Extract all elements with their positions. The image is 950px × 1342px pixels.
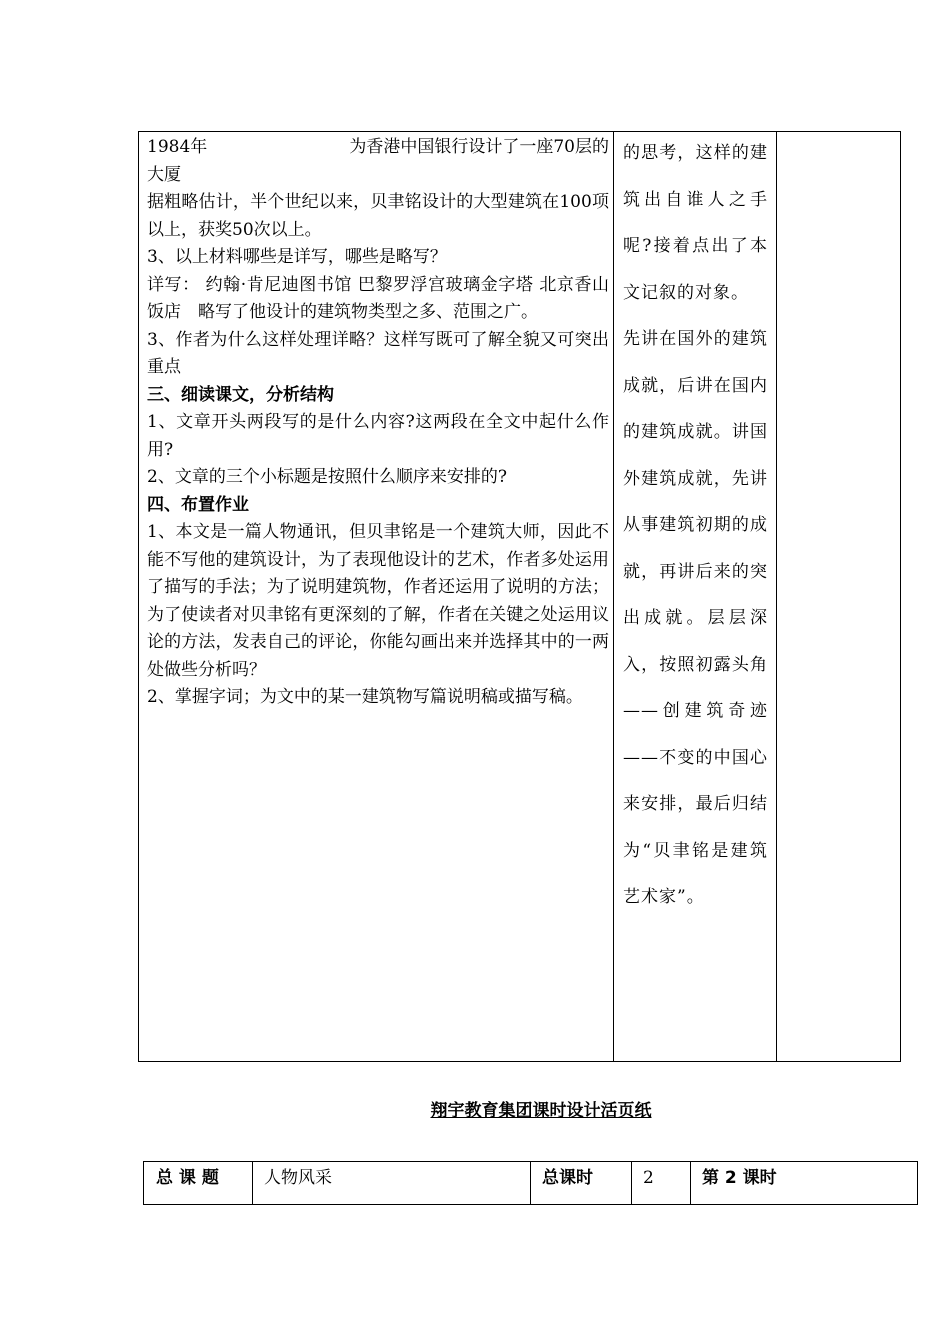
year-1984: 1984年 [147, 137, 208, 157]
text-line: 大厦 [147, 164, 181, 185]
line-1984 [147, 134, 609, 162]
section-heading-3: 三、细读课文，分析结构 [147, 384, 334, 405]
topic-label: 总 课 题 [156, 1168, 219, 1188]
text-line: 据粗略估计，半个世纪以来，贝聿铭设计的大型建筑在100项以上，获奖50次以上。 [147, 192, 609, 240]
text-line: 3、以上材料哪些是详写，哪些是略写？ [147, 247, 447, 267]
intent-paragraph: 先讲在国外的建筑成就，后讲在国内的建筑成就。讲国外建筑成就，先讲从事建筑初期的成就，再讲后来的突出成就。层层深入，按照初露头角——创建筑奇迹——不变的中国心来安排，最后归结为“贝聿铭是建筑艺术家”。 [623, 329, 768, 907]
lesson-info-table [143, 1161, 918, 1205]
lesson-number-label: 第 2 课时 [702, 1168, 777, 1188]
total-lessons-label: 总课时 [542, 1168, 593, 1188]
text-line: 1、文章开头两段写的是什么内容?这两段在全文中起什么作用? [147, 412, 609, 460]
text-line: 2、掌握字词；为文中的某一建筑物写篇说明稿或描写稿。 [147, 687, 583, 707]
text-line: 2、文章的三个小标题是按照什么顺序来安排的? [147, 467, 507, 487]
topic-value: 人物风采 [264, 1168, 332, 1188]
total-lessons-value: 2 [643, 1168, 654, 1188]
intent-paragraph: 的思考，这样的建筑出自谁人之手呢?接着点出了本文记叙的对象。 [623, 143, 768, 303]
form-title-text: 翔宇教育集团课时设计活页纸 [430, 1101, 652, 1121]
teaching-content-column [147, 134, 609, 712]
line-1984-text: 为香港中国银行设计了一座70层的 [349, 137, 609, 157]
text-line: 1、本文是一篇人物通讯，但贝聿铭是一个建筑大师，因此不能不写他的建筑设计，为了表现他设计的艺术，作者多处运用了描写的手法；为了说明建筑物，作者还运用了说明的方法；为了使读者对贝聿铭有更深刻的了解，作者在关键之处运用议论的方法，发表自己的评论，你能勾画出来并选择其中的一两处做些分析吗？ [147, 522, 609, 680]
lesson-content-table [138, 131, 901, 1062]
design-intent-column [623, 130, 768, 921]
text-line: 详写： 约翰·肯尼迪图书馆 巴黎罗浮宫玻璃金字塔 北京香山饭店 略写了他设计的建筑物类型之多、范围之广。 [147, 274, 609, 322]
section-heading-4: 四、布置作业 [147, 494, 249, 515]
form-title [0, 1096, 950, 1121]
column-divider [613, 132, 614, 1061]
text-line: 3、作者为什么这样处理详略？这样写既可了解全貌又可突出重点 [147, 329, 609, 377]
column-divider [776, 132, 777, 1061]
